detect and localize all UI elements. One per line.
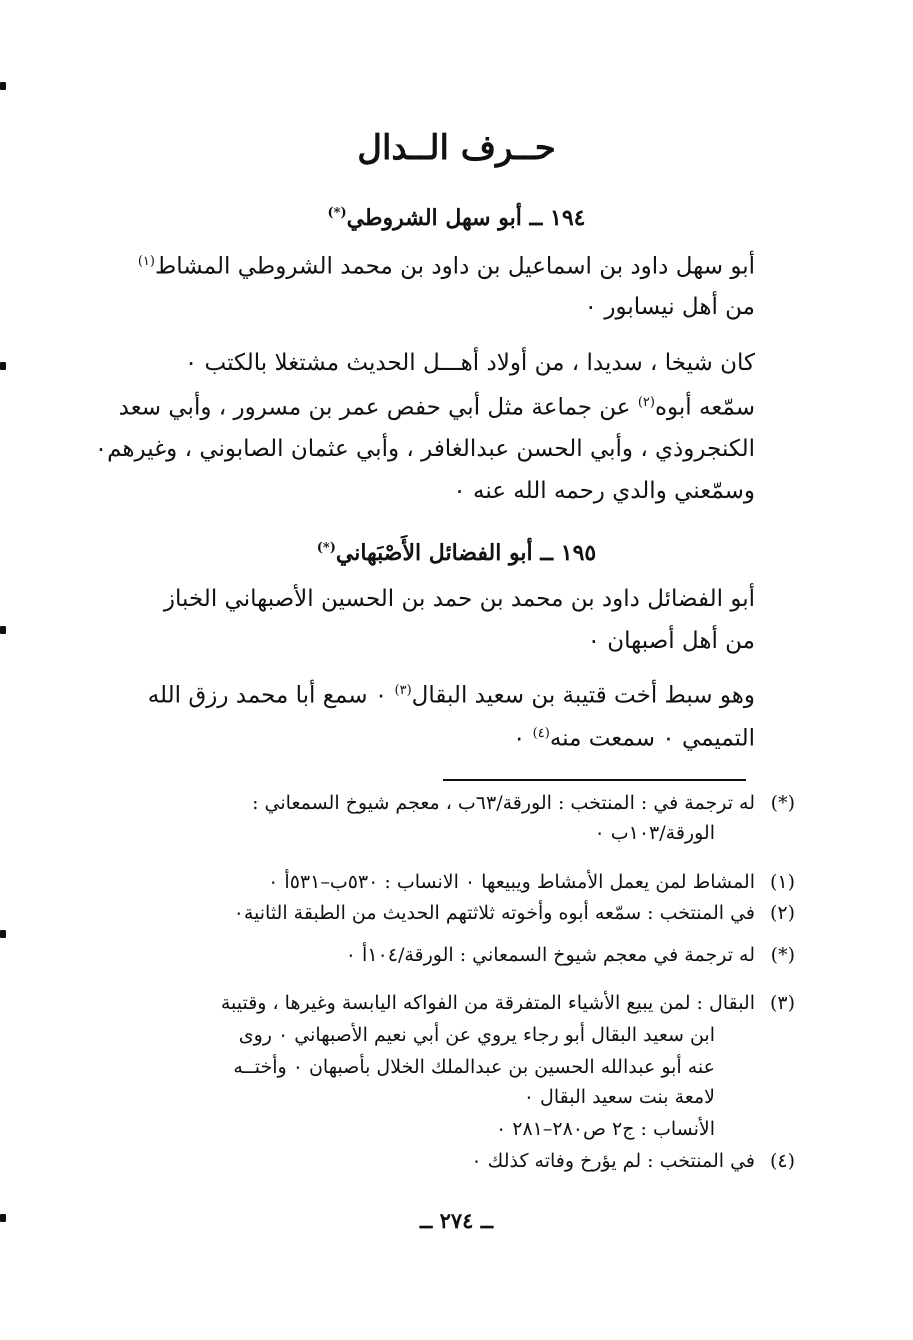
entry-195-line-4: التميمي ٠ سمعت منه$^{(٤)}$ ٠ <box>513 725 755 752</box>
footnote-mark: (١) <box>769 871 795 893</box>
footnote-mark: (٣) <box>769 992 795 1014</box>
footnote-2: (٢)في المنتخب : سمّعه أبوه وأخوته ثلاثتهم الحديث من الطبقة الثانية٠ <box>233 902 795 924</box>
entry-194-line-2: من أهل نيسابور ٠ <box>584 294 755 320</box>
footnote-separator <box>443 779 746 781</box>
footnote-ref: (٣) <box>394 683 412 698</box>
footnote-3-cont-1: ابن سعيد البقال أبو رجاء يروي عن أبي نعيم الأصبهاني ٠ روى <box>238 1024 715 1046</box>
chapter-title: حــرف الــدال <box>357 128 556 168</box>
footnote-mark: (*) <box>770 792 795 814</box>
scan-mark <box>0 362 6 370</box>
entry-194-line-6: وسمّعني والدي رحمه الله عنه ٠ <box>453 478 755 504</box>
footnote-mark: (*) <box>770 944 795 966</box>
footnote-ref: (٢) <box>637 395 655 410</box>
footnote-mark: (٤) <box>769 1150 795 1172</box>
footnote-4: (٤)في المنتخب : لم يؤرخ وفاته كذلك ٠ <box>471 1150 795 1172</box>
entry-194-line-4: سمّعه أبوه$^{(٢)}$ عن جماعة مثل أبي حفص عمر بن مسرور ، وأبي سعد <box>118 394 755 421</box>
entry-title-195 <box>0 540 913 566</box>
footnote-3-cont-4: الأنساب : ج٢ ص٢٨٠–٢٨١ ٠ <box>495 1118 715 1140</box>
footnote-3-cont-2: عنه أبو عبدالله الحسين بن عبدالملك الخلال بأصبهان ٠ وأختــه <box>233 1056 715 1078</box>
entry-194-line-5: الكنجروذي ، وأبي الحسن عبدالغافر ، وأبي عثمان الصابوني ، وغيرهم٠ <box>94 436 755 462</box>
page-number: ــ ٢٧٤ ــ <box>419 1208 494 1233</box>
entry-195-line-1: أبو الفضائل داود بن محمد بن حمد بن الحسين الأصبهاني الخباز <box>163 586 755 612</box>
footnote-ref: (١) <box>137 254 155 269</box>
scan-mark <box>0 1214 6 1222</box>
entry-title-text: ١٩٥ ــ أبو الفضائل الأَصْبَهاني <box>335 540 597 566</box>
scan-mark <box>0 82 6 90</box>
footnote-star-194-cont: الورقة/١٠٣ب ٠ <box>594 822 715 844</box>
entry-194-line-1: أبو سهل داود بن اسماعيل بن داود بن محمد الشروطي المشاط$^{(١)}$ <box>137 253 755 280</box>
footnote-3: (٣)البقال : لمن يبيع الأشياء المتفرقة من الفواكه اليابسة وغيرها ، وقتيبة <box>220 992 795 1014</box>
footnote-ref: (٤) <box>532 726 550 741</box>
entry-title-mark: (*) <box>327 205 347 221</box>
footnote-star-195: (*)له ترجمة في معجم شيوخ السمعاني : الورقة/١٠٤أ ٠ <box>345 944 795 966</box>
footnote-mark: (٢) <box>769 902 795 924</box>
entry-title-text: ١٩٤ ــ أبو سهل الشروطي <box>346 205 586 231</box>
scan-mark <box>0 930 6 938</box>
entry-title-194 <box>0 205 913 231</box>
scan-mark <box>0 626 6 634</box>
entry-title-mark: (*) <box>316 540 336 556</box>
footnote-star-194: (*)له ترجمة في : المنتخب : الورقة/٦٣ب ، معجم شيوخ السمعاني : <box>252 792 795 814</box>
footnote-3-cont-3: لامعة بنت سعيد البقال ٠ <box>523 1086 715 1108</box>
entry-195-line-2: من أهل أصبهان ٠ <box>587 628 755 654</box>
entry-195-line-3: وهو سبط أخت قتيبة بن سعيد البقال$^{(٣)}$ ٠ سمع أبا محمد رزق الله <box>147 682 755 709</box>
footnote-1: (١)المشاط لمن يعمل الأمشاط ويبيعها ٠ الانساب : ٥٣٠ب–٥٣١أ ٠ <box>268 871 795 893</box>
entry-194-line-3: كان شيخا ، سديدا ، من أولاد أهـــل الحديث مشتغلا بالكتب ٠ <box>184 350 755 376</box>
